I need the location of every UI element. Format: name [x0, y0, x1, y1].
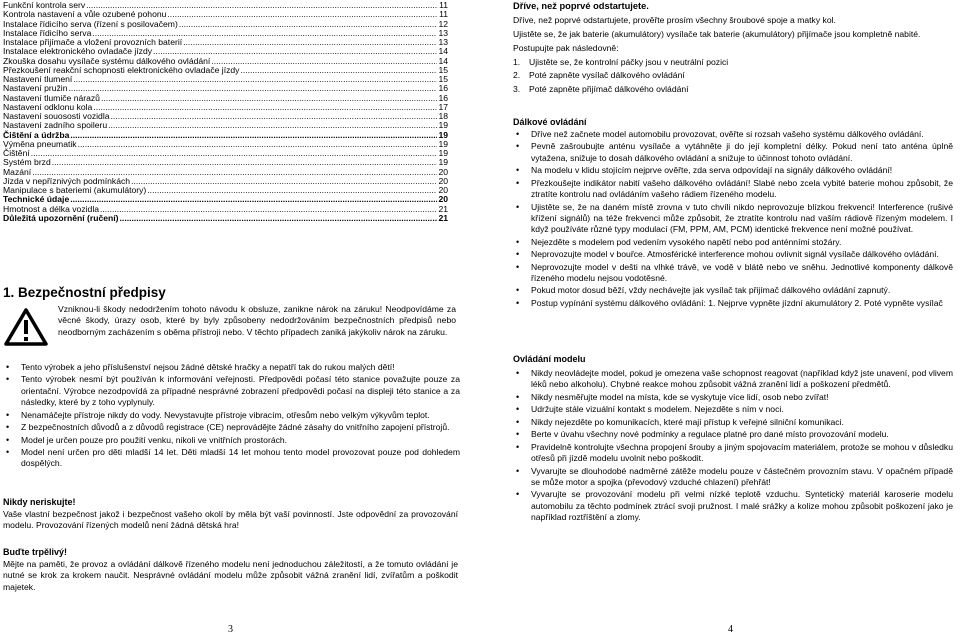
list-item: • Tento výrobek a jeho příslušenství nejsou žádné dětské hračky a nepatří tak do rukou malých dětí! [3, 362, 460, 373]
toc-entry-page: 15 [438, 74, 448, 84]
toc-entry-page: 19 [438, 120, 448, 131]
step-text: Poté zapněte vysílač dálkového ovládání [529, 70, 685, 81]
page-number: 4 [728, 624, 733, 635]
toc-entry-title: Jízda v nepříznivých podmínkách [3, 175, 131, 186]
step-text: Ujistěte se, že kontrolní páčky jsou v neutrální pozici [529, 57, 729, 67]
right-page [480, 0, 960, 634]
toc-leader-dots [93, 103, 437, 112]
toc-leader-dots [69, 84, 438, 93]
toc-leader-dots [179, 20, 438, 29]
toc-leader-dots [183, 38, 437, 47]
list-item: • Neprovozujte model v dešti na vlhké trávě, ve vodě v blátě nebo ve sněhu. Jednotlivé komponenty dálkově řízeného modelu nejsou vodotěsné. [513, 262, 953, 285]
toc-entry-page: 18 [438, 111, 448, 121]
list-item: • Dříve než začnete model automobilu provozovat, ověřte si rozsah vašeho systému dálkového ovládání. [513, 129, 953, 140]
toc-leader-dots [167, 10, 438, 19]
toc-entry-page: 14 [438, 55, 448, 66]
step-item [513, 69, 953, 82]
toc-entry[interactable] [3, 140, 448, 149]
safety-list [3, 362, 460, 471]
toc-entry-page: 21 [438, 212, 448, 223]
toc-entry-title: Technické údaje [3, 194, 70, 205]
toc-leader-dots [240, 66, 437, 75]
list-item: • Pokud motor dosud běží, vždy nechávejte jak vysílač tak přijímač dálkového ovládání zapnutý. [513, 285, 953, 296]
step-item [513, 56, 953, 69]
toc-entry-title: Funkční kontrola serv [3, 0, 86, 10]
list-item: • Model je určen pouze pro použití venku, nikoli ve vnitřních prostorách. [3, 435, 460, 446]
toc-entry-title: Nastavení tlumiče nárazů [3, 92, 100, 103]
list-item: • Postup vypínání systému dálkového ovládání: 1. Nejprve vypněte jízdní akumulátory 2. Poté vypněte vysílač [513, 298, 953, 309]
model-control-list [513, 368, 953, 524]
list-item: • Nejezděte s modelem pod vedením vysokého napětí nebo pod anténními stožáry. [513, 237, 953, 248]
remote-control-heading: Dálkové ovládání [513, 117, 587, 127]
toc-leader-dots [211, 57, 437, 66]
warning-text: Vzniknou-li škody nedodržením tohoto návodu k obsluze, zanikne nárok na záruku! Neodpovídáme za věcné škody, úrazy osob, které by byly způsobeny nedodržováním bezpečnostních předpisů nebo neodborným zacházením s oběma přístroji nebo. V těchto případech zaniká jakýkoliv nárok na záruku. [58, 304, 456, 337]
toc-entry[interactable] [3, 186, 448, 195]
toc-leader-dots [31, 149, 438, 158]
toc-entry[interactable] [3, 158, 448, 167]
toc-entry-page: 19 [438, 148, 448, 158]
toc-entry-title: Systém brzd [3, 157, 51, 168]
toc-entry-page: 20 [438, 185, 448, 195]
step-number: 1. [513, 57, 521, 67]
toc-entry-page: 17 [438, 101, 448, 112]
nikdy-heading: Nikdy neriskujte! [3, 497, 76, 507]
toc-entry-page: 20 [438, 166, 448, 177]
list-item: • Neprovozujte model v bouřce. Atmosférické interference mohou ovlivnit signál vysílače dálkového ovládání. [513, 249, 953, 260]
list-item: • Nikdy nejezděte po komunikacích, které mají přístup k veřejné silniční komunikaci. [513, 417, 953, 428]
toc-entry-page: 14 [438, 46, 448, 57]
right-title: Dříve, než poprvé odstartujete. [513, 1, 649, 11]
warning-icon [4, 308, 48, 346]
page-number: 3 [228, 624, 233, 635]
toc-entry-title: Nastavení pružin [3, 83, 68, 94]
list-item: • Z bezpečnostních důvodů a z důvodů registrace (CE) neprovádějte žádné zásahy do vnitřního zapojení přístrojů. [3, 422, 460, 433]
toc-leader-dots [131, 177, 437, 186]
step-number: 2. [513, 70, 521, 81]
toc-entry-title: Manipulace s bateriemi (akumulátory) [3, 185, 147, 195]
list-item: • Na modelu v klidu stojícím nejprve ověřte, zda serva odpovídají na signály dálkového ovládání! [513, 165, 953, 176]
toc-leader-dots [70, 195, 437, 204]
list-item: • Vyvarujte se dlouhodobé nadměrné zátěže modelu pouze v částečném provozním stavu. V opačném případě se může motor a spojka (převodový vzduché chlazení) přehřát! [513, 466, 953, 489]
toc-entry[interactable] [3, 149, 448, 158]
intro-paragraph: Dříve, než poprvé odstartujete, prověřte prosím všechny šroubové spoje a matky kol. [513, 15, 836, 25]
toc-entry-title: Čištění [3, 148, 30, 158]
toc-entry-page: 19 [438, 157, 448, 168]
toc-leader-dots [52, 158, 438, 167]
remote-control-list [513, 129, 953, 310]
step-text: Poté zapněte přijímač dálkového ovládání [529, 83, 689, 94]
toc-entry-title: Výměna pneumatik [3, 138, 77, 149]
toc-entry-title: Mazání [3, 166, 32, 177]
toc-leader-dots [108, 121, 437, 130]
list-item: • Udržujte stále vizuální kontakt s modelem. Nejezděte s ním v noci. [513, 404, 953, 415]
toc-leader-dots [120, 214, 438, 223]
toc-entry-title: Nastavení souososti vozidla [3, 111, 110, 121]
toc-entry-page: 20 [438, 175, 448, 186]
list-item: • Nikdy neovládejte model, pokud je omezena vaše schopnost reagovat (například když jste unavení, pod vlivem léků nebo alkoholu). Chybné reakce mohou způsobit vážná zranění lidí a poškození předmětů. [513, 368, 953, 391]
toc-entry-page: 13 [438, 27, 448, 38]
toc-leader-dots [78, 140, 438, 149]
toc-entry-page: 16 [438, 83, 448, 94]
toc-leader-dots [101, 94, 437, 103]
left-page [0, 0, 480, 634]
bud-paragraph: Mějte na paměti, že provoz a ovládání dálkově řízeného modelu není jednoduchou záležitostí, a že tomuto ovládání je nutné se krok za krokem naučit. Nesprávné ovládání modelu může způsobit vážná zranění lidí, zvířatům a poškodit majetek. [3, 559, 458, 592]
toc-entry-title: Přezkoušení reakční schopnosti elektronického ovladače jízdy [3, 64, 240, 75]
toc-entry-title: Nastavení tlumení [3, 74, 73, 84]
toc-entry-title: Instalace elektronického ovladače jízdy [3, 46, 153, 57]
list-item: • Pevně zašroubujte anténu vysílače a vytáhněte ji do její kompletní délky. Pokud není tato anténa úplně vytažena, snižuje to dosah dálkového ovládání a snižuje to účinnost tohoto ovládání. [513, 141, 953, 164]
section-title: 1. Bezpečnostní předpisy [3, 285, 166, 300]
list-item: • Vyvarujte se provozování modelu při velmi nízké teplotě vzduchu. Syntetický materiál karoserie modelu automobilu za těchto podmínek ztrácí svoji pružnost. I malé srážky a kolize mohou způsobit poškození jako je například roztříštění a zlomy. [513, 489, 953, 523]
toc-entry-page: 16 [438, 92, 448, 103]
toc-entry-title: Zkouška dosahu vysílače systému dálkového ovládání [3, 55, 211, 66]
toc-entry-title: Hmotnost a délka vozidla [3, 203, 100, 214]
toc-entry-title: Kontrola nastavení a vůle ozubené pohonu [3, 9, 167, 20]
toc-entry-page: 11 [439, 9, 448, 20]
toc-entry-page: 12 [438, 18, 448, 29]
toc-entry[interactable] [3, 121, 448, 130]
toc-entry-page: 11 [439, 0, 448, 10]
table-of-contents [3, 1, 448, 223]
list-item: • Nenamáčejte přístroje nikdy do vody. Nevystavujte přístroje vibracím, otřesům nebo velkým výkyvům teplot. [3, 410, 460, 421]
intro-paragraph: Ujistěte se, že jak baterie (akumulátory) vysílače tak baterie (akumulátory) přijímače jsou kompletně nabité. [513, 29, 921, 39]
toc-entry-title: Nastavení zadního spoileru [3, 120, 108, 131]
toc-entry-page: 13 [438, 37, 448, 47]
list-item: • Pravidelně kontrolujte všechna propojení šrouby a jiným spojovacím materiálem, protože se mohou v důsledku otřesů při jízdě modelu uvolnit nebo poškodit. [513, 442, 953, 465]
toc-entry-title: Nastavení odklonu kola [3, 101, 93, 112]
toc-entry-title: Instalace přijímače a vložení provozních baterií [3, 37, 183, 47]
toc-entry-title: Důležitá upozornění (ručení) [3, 212, 119, 223]
step-item [513, 83, 953, 96]
toc-entry-page: 19 [438, 138, 448, 149]
toc-entry-title: Čištění a údržba [3, 129, 70, 140]
toc-leader-dots [70, 131, 437, 140]
model-control-heading: Ovládání modelu [513, 354, 586, 364]
toc-entry-page: 20 [438, 194, 448, 205]
bud-heading: Buďte trpělivý! [3, 547, 67, 557]
toc-entry[interactable] [3, 214, 448, 223]
step-number: 3. [513, 83, 521, 94]
toc-leader-dots [111, 112, 438, 121]
toc-entry-title: Instalace řídicího serva [3, 27, 92, 38]
toc-entry-title: Instalace řídicího serva (řízení s posilovačem) [3, 18, 178, 29]
toc-entry-page: 21 [438, 203, 448, 214]
toc-leader-dots [73, 75, 437, 84]
list-item: • Přezkoušejte indikátor nabití vašeho dálkového ovládání! Slabé nebo zcela vybité baterie mohou způsobit, že ztratíte kontrolu nad ovládáním vašeho rádiem řízeného modelu. [513, 178, 953, 201]
toc-entry-page: 19 [438, 129, 448, 140]
list-item: • Berte v úvahu všechny nové podmínky a regulace platné pro dané místo provozování modelu. [513, 429, 953, 440]
toc-leader-dots [100, 205, 437, 214]
list-item: • Tento výrobek nesmí být používán k informování veřejnosti. Předpovědi počasí této stanice považujte pouze za orientační. Výrobce nezodpovídá za případné nesprávné zobrazení předpovědi počasí na displeji této stanice a za následky, které by z toho vyplynuly. [3, 374, 460, 408]
steps-list [513, 56, 953, 96]
toc-leader-dots [147, 186, 437, 195]
list-item: • Model není určen pro děti mladší 14 let. Děti mladší 14 let mohou tento model provozovat pouze pod dohledem dospělých. [3, 447, 460, 470]
toc-entry-page: 15 [438, 64, 448, 75]
toc-entry[interactable] [3, 75, 448, 84]
nikdy-paragraph: Vaše vlastní bezpečnost jakož i bezpečnost vašeho okolí by měla být vaší povinností. Jste odpovědní za provozování modelu. Provozování řízených modelů není žádná dětská hra! [3, 509, 458, 531]
list-item: • Nikdy nesměřujte model na místa, kde se vyskytuje více lidí, osob nebo zvířat! [513, 392, 953, 403]
intro-paragraph: Postupujte pak následovně: [513, 43, 619, 53]
list-item: • Ujistěte se, že na daném místě zrovna v tuto chvíli nikdo neprovozuje blízkou frekvenci! Interference (rušivé křížení signálů) na téže frekvenci může způsobit, že ztratíte kontrolu nad vaším rádiově řízeným modelem. I když používáte různé typy modulací (FM, PPM, AM, PCM) identické frekvence není možné používat. [513, 202, 953, 236]
